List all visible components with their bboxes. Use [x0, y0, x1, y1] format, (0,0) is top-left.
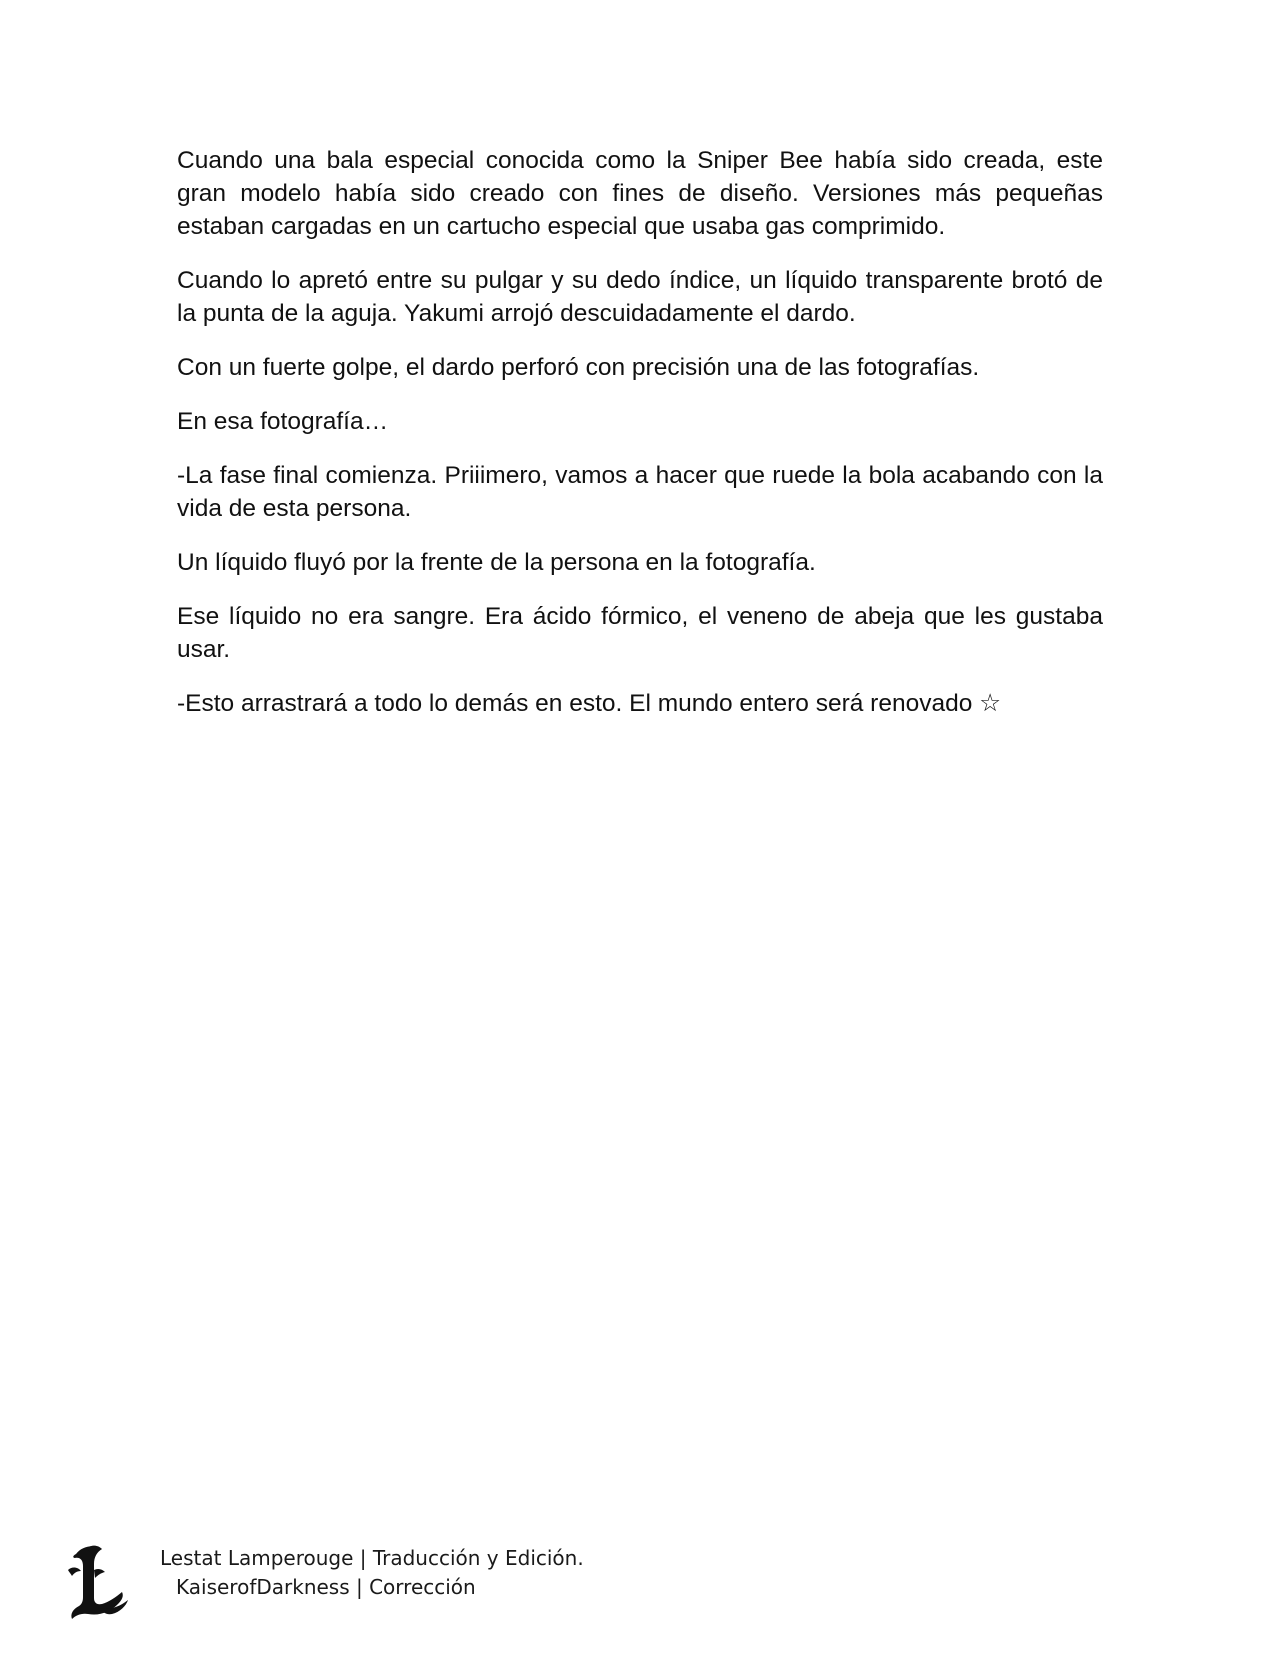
paragraph-1: Cuando una bala especial conocida como la Sniper Bee había sido creada, este gran modelo había sido creado con fines de diseño. Versiones más pequeñas estaban cargadas en un cartucho especial que usaba gas comprimido.	[177, 147, 1103, 240]
credit-translation: Lestat Lamperouge | Traducción y Edición.	[160, 1546, 584, 1570]
paragraph-8: -Esto arrastrará a todo lo demás en esto. El mundo entero será renovado ☆	[177, 690, 1002, 717]
paragraph-7: Ese líquido no era sangre. Era ácido fórmico, el veneno de abeja que les gustaba usar.	[177, 603, 1103, 663]
gothic-l-logo-icon	[64, 1540, 134, 1620]
document-body	[177, 144, 1103, 741]
paragraph-5: -La fase final comienza. Priiimero, vamos a hacer que ruede la bola acabando con la vida de esta persona.	[177, 462, 1103, 522]
paragraph-4: En esa fotografía…	[177, 408, 389, 435]
credit-correction: KaiserofDarkness | Corrección	[176, 1575, 476, 1599]
paragraph-6: Un líquido fluyó por la frente de la persona en la fotografía.	[177, 549, 816, 576]
paragraph-2: Cuando lo apretó entre su pulgar y su dedo índice, un líquido transparente brotó de la punta de la aguja. Yakumi arrojó descuidadamente el dardo.	[177, 267, 1103, 327]
footer-credits	[160, 1544, 584, 1602]
paragraph-3: Con un fuerte golpe, el dardo perforó con precisión una de las fotografías.	[177, 354, 980, 381]
page-footer	[64, 1532, 684, 1632]
